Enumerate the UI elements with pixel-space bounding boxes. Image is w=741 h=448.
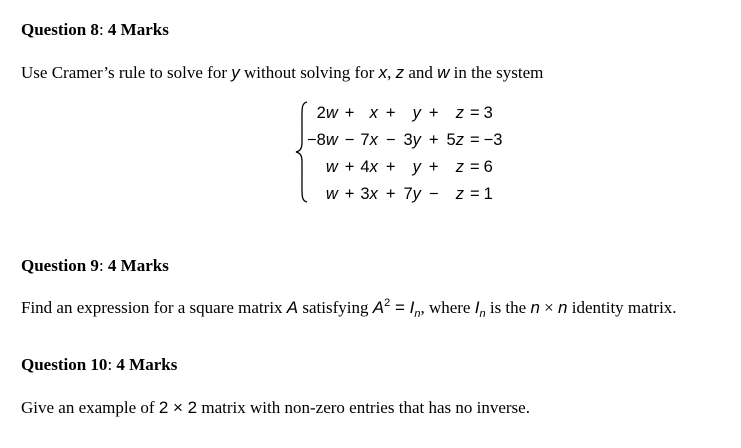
q9-subscript: n [479,308,486,320]
q9-text-part: satisfying [298,298,373,317]
q10-dimension: 2 × 2 [158,398,198,417]
q9-subscript: n [414,308,421,320]
equation-term-op3: + [428,131,439,149]
q10-text-part: Give an example of [21,398,159,417]
equation-term-op2: + [385,158,396,176]
equation-term-op1: + [344,185,355,203]
q10-text-part: matrix with non-zero entries that has no inverse. [197,398,530,417]
equation-term-b: 3x [360,185,378,203]
question-8-marks: 4 Marks [107,20,169,39]
equation-term-b: 7x [360,131,378,149]
question-10-marks: 4 Marks [116,355,178,374]
equation-system [295,100,535,208]
equation-term-b: x [369,104,378,122]
equation-row [307,181,502,208]
q8-var-y: y [231,63,240,82]
equation-term-eq: = [469,131,480,149]
equation-term-d: z [455,158,464,176]
equation-term-a: −8w [307,131,338,149]
equation-row [307,127,502,154]
equation-term-op2: + [385,185,396,203]
q8-text-part: , [387,63,396,82]
equation-term-d: 5z [446,131,464,149]
question-9-heading: Question 9: 4 Marks [21,256,169,275]
q9-var-n: n [558,298,568,317]
equation-term-rhs: −3 [483,131,503,149]
equation-term-op2: + [385,104,396,122]
question-10-heading: Question 10: 4 Marks [21,355,178,374]
question-9-text [21,298,677,318]
q9-text-part: Find an expression for a square matrix [21,298,287,317]
q9-text-part: , where [420,298,475,317]
q8-var-z: z [395,63,405,82]
equation-row [307,154,502,181]
question-8-text [21,63,543,83]
equation-term-a: 2w [316,104,338,122]
equation-term-op3: + [428,158,439,176]
question-10-label: Question 10 [21,355,108,374]
q9-identity: I [474,298,480,317]
q8-var-w: w [437,63,450,82]
equation-term-a: w [325,158,338,176]
q8-var-x: x [378,63,388,82]
equation-row [307,100,502,127]
q9-var-n: n [530,298,540,317]
q9-text-part: is the [485,298,531,317]
equation-term-c: 7y [403,185,421,203]
q9-identity: I [409,298,415,317]
equation-term-b: 4x [360,158,378,176]
question-10-text [21,398,530,418]
q8-text-part: in the system [449,63,544,82]
equation-term-op3: − [428,185,439,203]
question-9-marks: 4 Marks [107,256,169,275]
q8-text-part: and [404,63,438,82]
equation-term-eq: = [469,158,480,176]
equation-term-d: z [455,104,464,122]
q9-exponent: 2 [384,297,391,309]
q9-var-a: A [286,298,299,317]
equation-term-op1: + [344,158,355,176]
equation-term-a: w [325,185,338,203]
equation-term-c: y [412,104,421,122]
q8-text-part: without solving for [239,63,379,82]
equation-term-c: y [412,158,421,176]
equation-term-op3: + [428,104,439,122]
equation-term-rhs: 6 [483,158,493,176]
equation-term-eq: = [469,185,480,203]
question-9-label: Question 9 [21,256,99,275]
equation-table [307,100,502,208]
question-8-heading: Question 8: 4 Marks [21,20,169,39]
equation-term-rhs: 3 [483,104,493,122]
q9-text-part: identity matrix. [567,298,677,317]
question-8-label: Question 8 [21,20,99,39]
q9-times: × [539,298,559,317]
equation-term-rhs: 1 [483,185,493,203]
equation-term-op1: − [344,131,355,149]
q9-var-a-squared: A [372,298,385,317]
q8-text-part: Use Cramer’s rule to solve for [21,63,232,82]
equation-term-c: 3y [403,131,421,149]
equation-term-op2: − [385,131,396,149]
equation-term-eq: = [469,104,480,122]
equation-term-d: z [455,185,464,203]
equation-term-op1: + [344,104,355,122]
q9-equals: = [390,298,410,317]
